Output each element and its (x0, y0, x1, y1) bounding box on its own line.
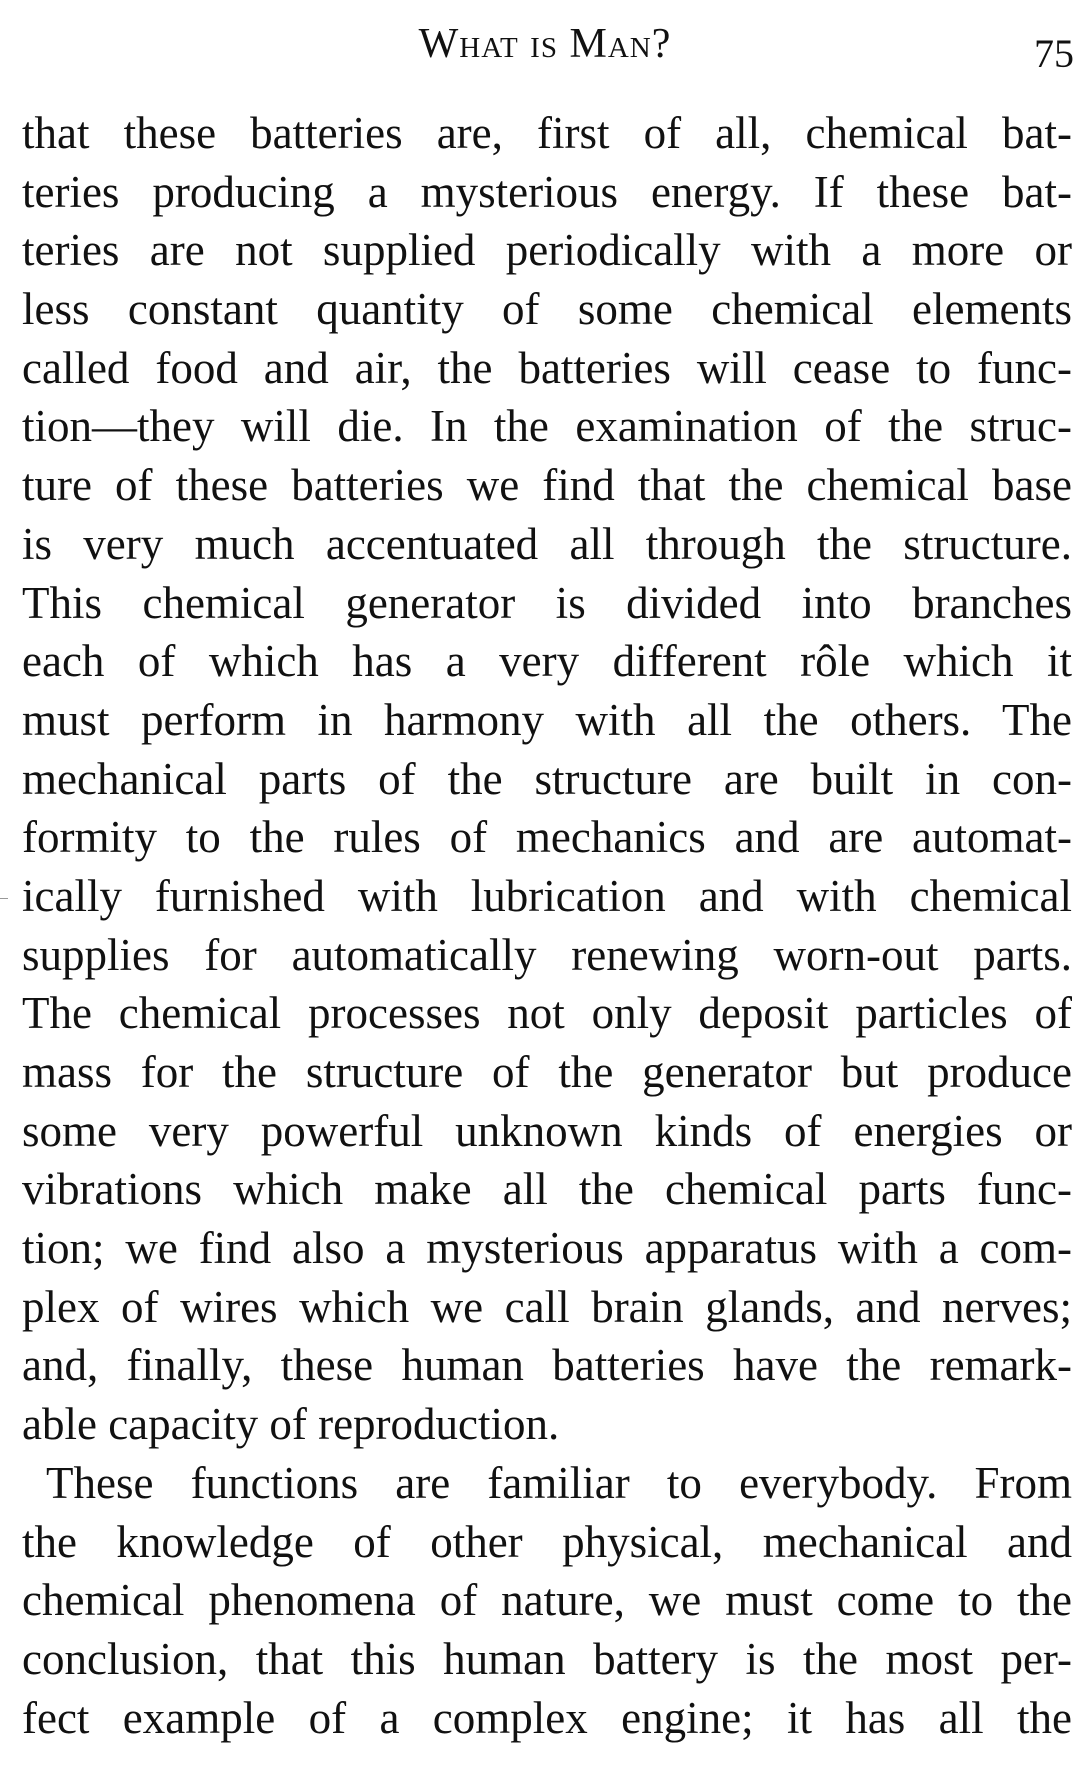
page-number: 75 (1034, 31, 1074, 76)
text-line: formity to the rules of mechanics and are automat- (22, 812, 1072, 863)
text-line: chemical phenomena of nature, we must come to the (22, 1575, 1072, 1626)
text-line: and, finally, these human batteries have the remark- (22, 1340, 1072, 1391)
text-line: must perform in harmony with all the others. The (22, 694, 1072, 745)
text-line: each of which has a very different rôle which it (22, 636, 1072, 687)
text-line: ture of these batteries we find that the chemical base (22, 460, 1072, 511)
text-line: supplies for automatically renewing worn-out parts. (22, 929, 1072, 980)
text-line: ically furnished with lubrication and with chemical (22, 870, 1072, 921)
text-line: teries producing a mysterious energy. If these bat- (22, 166, 1072, 217)
text-line: conclusion, that this human battery is the most per- (22, 1633, 1072, 1684)
text-line: the knowledge of other physical, mechanical and (22, 1516, 1072, 1567)
text-line: The chemical processes not only deposit particles of (22, 988, 1072, 1039)
text-line: tion; we find also a mysterious apparatus with a com- (22, 1223, 1072, 1274)
text-line: fect example of a complex engine; it has all the (22, 1692, 1072, 1743)
text-line: vibrations which make all the chemical parts func- (22, 1164, 1072, 1215)
text-line: is very much accentuated all through the structure. (22, 518, 1072, 569)
body-text (22, 104, 1072, 1747)
text-line: some very powerful unknown kinds of energies or (22, 1105, 1072, 1156)
running-title: What is Man? (418, 21, 672, 67)
text-line: plex of wires which we call brain glands, and nerves; (22, 1281, 1072, 1332)
text-line: tion—they will die. In the examination of the struc- (22, 401, 1072, 452)
text-line: teries are not supplied periodically with a more or (22, 225, 1072, 276)
text-line: less constant quantity of some chemical elements (22, 284, 1072, 335)
paragraph-first-line: These functions are familiar to everybody. From (46, 1457, 1072, 1508)
text-line: This chemical generator is divided into branches (22, 577, 1072, 628)
margin-mark (0, 898, 8, 899)
text-line: mechanical parts of the structure are built in con- (22, 753, 1072, 804)
text-line: mass for the structure of the generator but produce (22, 1047, 1072, 1097)
running-head (0, 12, 1090, 76)
text-line: called food and air, the batteries will cease to func- (22, 342, 1072, 393)
text-line: that these batteries are, first of all, chemical bat- (22, 108, 1072, 158)
paragraph-last-line: able capacity of reproduction. (22, 1399, 560, 1450)
